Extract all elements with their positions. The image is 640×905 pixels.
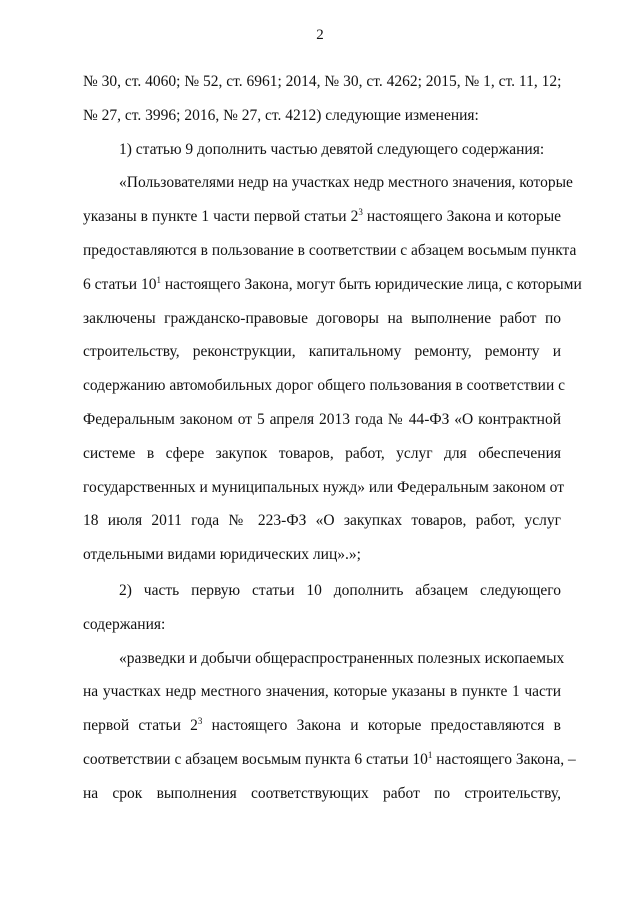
text-line: отдельными видами юридических лиц».»; [83, 546, 361, 564]
text-line: 6 статьи $10^1$ настоящего Закона, могут быть юридические лица, с которыми [83, 274, 582, 293]
text-line: Федеральным законом от 5 апреля 2013 года № 44-ФЗ «О контрактной [83, 410, 561, 428]
text-line: строительству, реконструкции, капитальному ремонту, ремонту и [83, 343, 561, 361]
text-line: первой статьи $2^3$ настоящего Закона и которые предоставляются в [83, 716, 561, 735]
text-line: «Пользователями недр на участках недр местного значения, которые [119, 174, 573, 192]
text-line: 2) часть первую статьи 10 дополнить абзацем следующего [119, 581, 561, 599]
text-line: предоставляются в пользование в соответствии с абзацем восьмым пункта [83, 241, 577, 259]
text-line: государственных и муниципальных нужд» или Федеральным законом от [83, 478, 564, 496]
text-line: на участках недр местного значения, которые указаны в пункте 1 части [83, 683, 561, 701]
text-line: 18 июля 2011 года № 223-ФЗ «О закупках товаров, работ, услуг [83, 512, 561, 530]
text-line: «разведки и добычи общераспространенных полезных ископаемых [119, 649, 565, 667]
text-line: содержания: [83, 615, 166, 633]
page-number: 2 [316, 27, 324, 43]
text-line: заключены гражданско-правовые договоры на выполнение работ по [83, 309, 561, 327]
text-line: системе в сфере закупок товаров, работ, услуг для обеспечения [83, 444, 561, 462]
text-line: содержанию автомобильных дорог общего пользования в соответствии с [83, 377, 566, 395]
text-line: 1) статью 9 дополнить частью девятой следующего содержания: [119, 140, 545, 158]
text-line: указаны в пункте 1 части первой статьи $2^3$ настоящего Закона и которые [83, 207, 561, 226]
text-line: № 27, ст. 3996; 2016, № 27, ст. 4212) следующие изменения: [83, 106, 479, 124]
text-line: соответствии с абзацем восьмым пункта 6 статьи $10^1$ настоящего Закона, – [83, 749, 576, 768]
document-body [83, 65, 582, 811]
text-line: на срок выполнения соответствующих работ по строительству, [83, 784, 561, 802]
text-line: № 30, ст. 4060; № 52, ст. 6961; 2014, № 30, ст. 4262; 2015, № 1, ст. 11, 12; [83, 73, 562, 90]
